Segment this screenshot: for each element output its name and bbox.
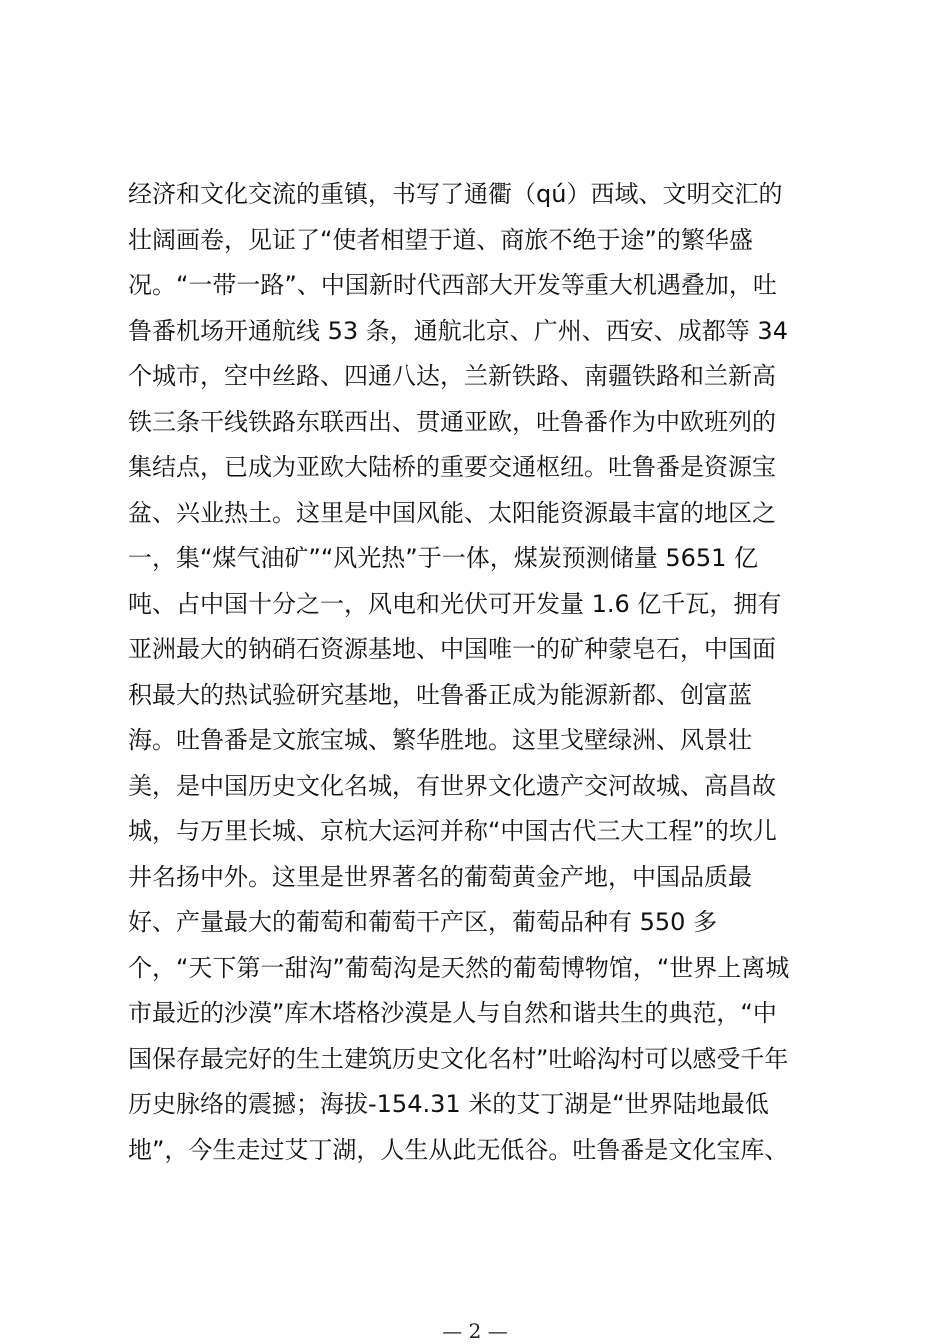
text-line: 井名扬中外。这里是世界著名的葡萄黄金产地，中国品质最 <box>128 862 752 891</box>
body-text <box>128 172 848 1173</box>
text-line: 况。“一带一路”、中国新时代西部大开发等重大机遇叠加，吐 <box>128 271 777 299</box>
page-number: — 2 — <box>442 1319 508 1343</box>
text-line: 国保存最完好的生土建筑历史文化名村”吐峪沟村可以感受千年 <box>128 1044 789 1073</box>
text-line: 亚洲最大的钠硝石资源基地、中国唯一的矿种蒙皂石，中国面 <box>128 635 776 663</box>
text-line: 铁三条干线铁路东联西出、贯通亚欧，吐鲁番作为中欧班列的 <box>128 407 776 436</box>
text-line: 壮阔画卷，见证了“使者相望于道、商旅不绝于途”的繁华盛 <box>128 225 753 254</box>
text-line: 吨、占中国十分之一，风电和光伏可开发量 1.6 亿千瓦，拥有 <box>128 589 782 618</box>
text-line: 城，与万里长城、京杭大运河并称“中国古代三大工程”的坎儿 <box>128 817 777 845</box>
text-line: 历史脉络的震撼；海拔-154.31 米的艾丁湖是“世界陆地最低 <box>128 1090 769 1118</box>
text-line: 经济和文化交流的重镇，书写了通衢（qú）西域、文明交汇的 <box>128 180 783 208</box>
text-line: 集结点，已成为亚欧大陆桥的重要交通枢纽。吐鲁番是资源宝 <box>128 453 776 481</box>
text-line: 个城市，空中丝路、四通八达，兰新铁路、南疆铁路和兰新高 <box>128 362 776 390</box>
text-line: 好、产量最大的葡萄和葡萄干产区，葡萄品种有 550 多 <box>128 908 718 936</box>
text-line: 市最近的沙漠”库木塔格沙漠是人与自然和谐共生的典范，“中 <box>128 999 777 1027</box>
text-line: 积最大的热试验研究基地，吐鲁番正成为能源新都、创富蓝 <box>128 680 752 709</box>
text-line: 盆、兴业热土。这里是中国风能、太阳能资源最丰富的地区之 <box>128 498 776 527</box>
text-line: 一，集“煤气油矿”“风光热”于一体，煤炭预测储量 5651 亿 <box>128 544 759 572</box>
text-line: 美，是中国历史文化名城，有世界文化遗产交河故城、高昌故 <box>128 771 776 800</box>
text-line: 个，“天下第一甜沟”葡萄沟是天然的葡萄博物馆，“世界上离城 <box>128 953 790 982</box>
text-line: 地”，今生走过艾丁湖，人生从此无低谷。吐鲁番是文化宝库、 <box>128 1135 789 1164</box>
text-line: 海。吐鲁番是文旅宝城、繁华胜地。这里戈壁绿洲、风景壮 <box>128 726 752 754</box>
text-line: 鲁番机场开通航线 53 条，通航北京、广州、西安、成都等 34 <box>128 316 788 345</box>
